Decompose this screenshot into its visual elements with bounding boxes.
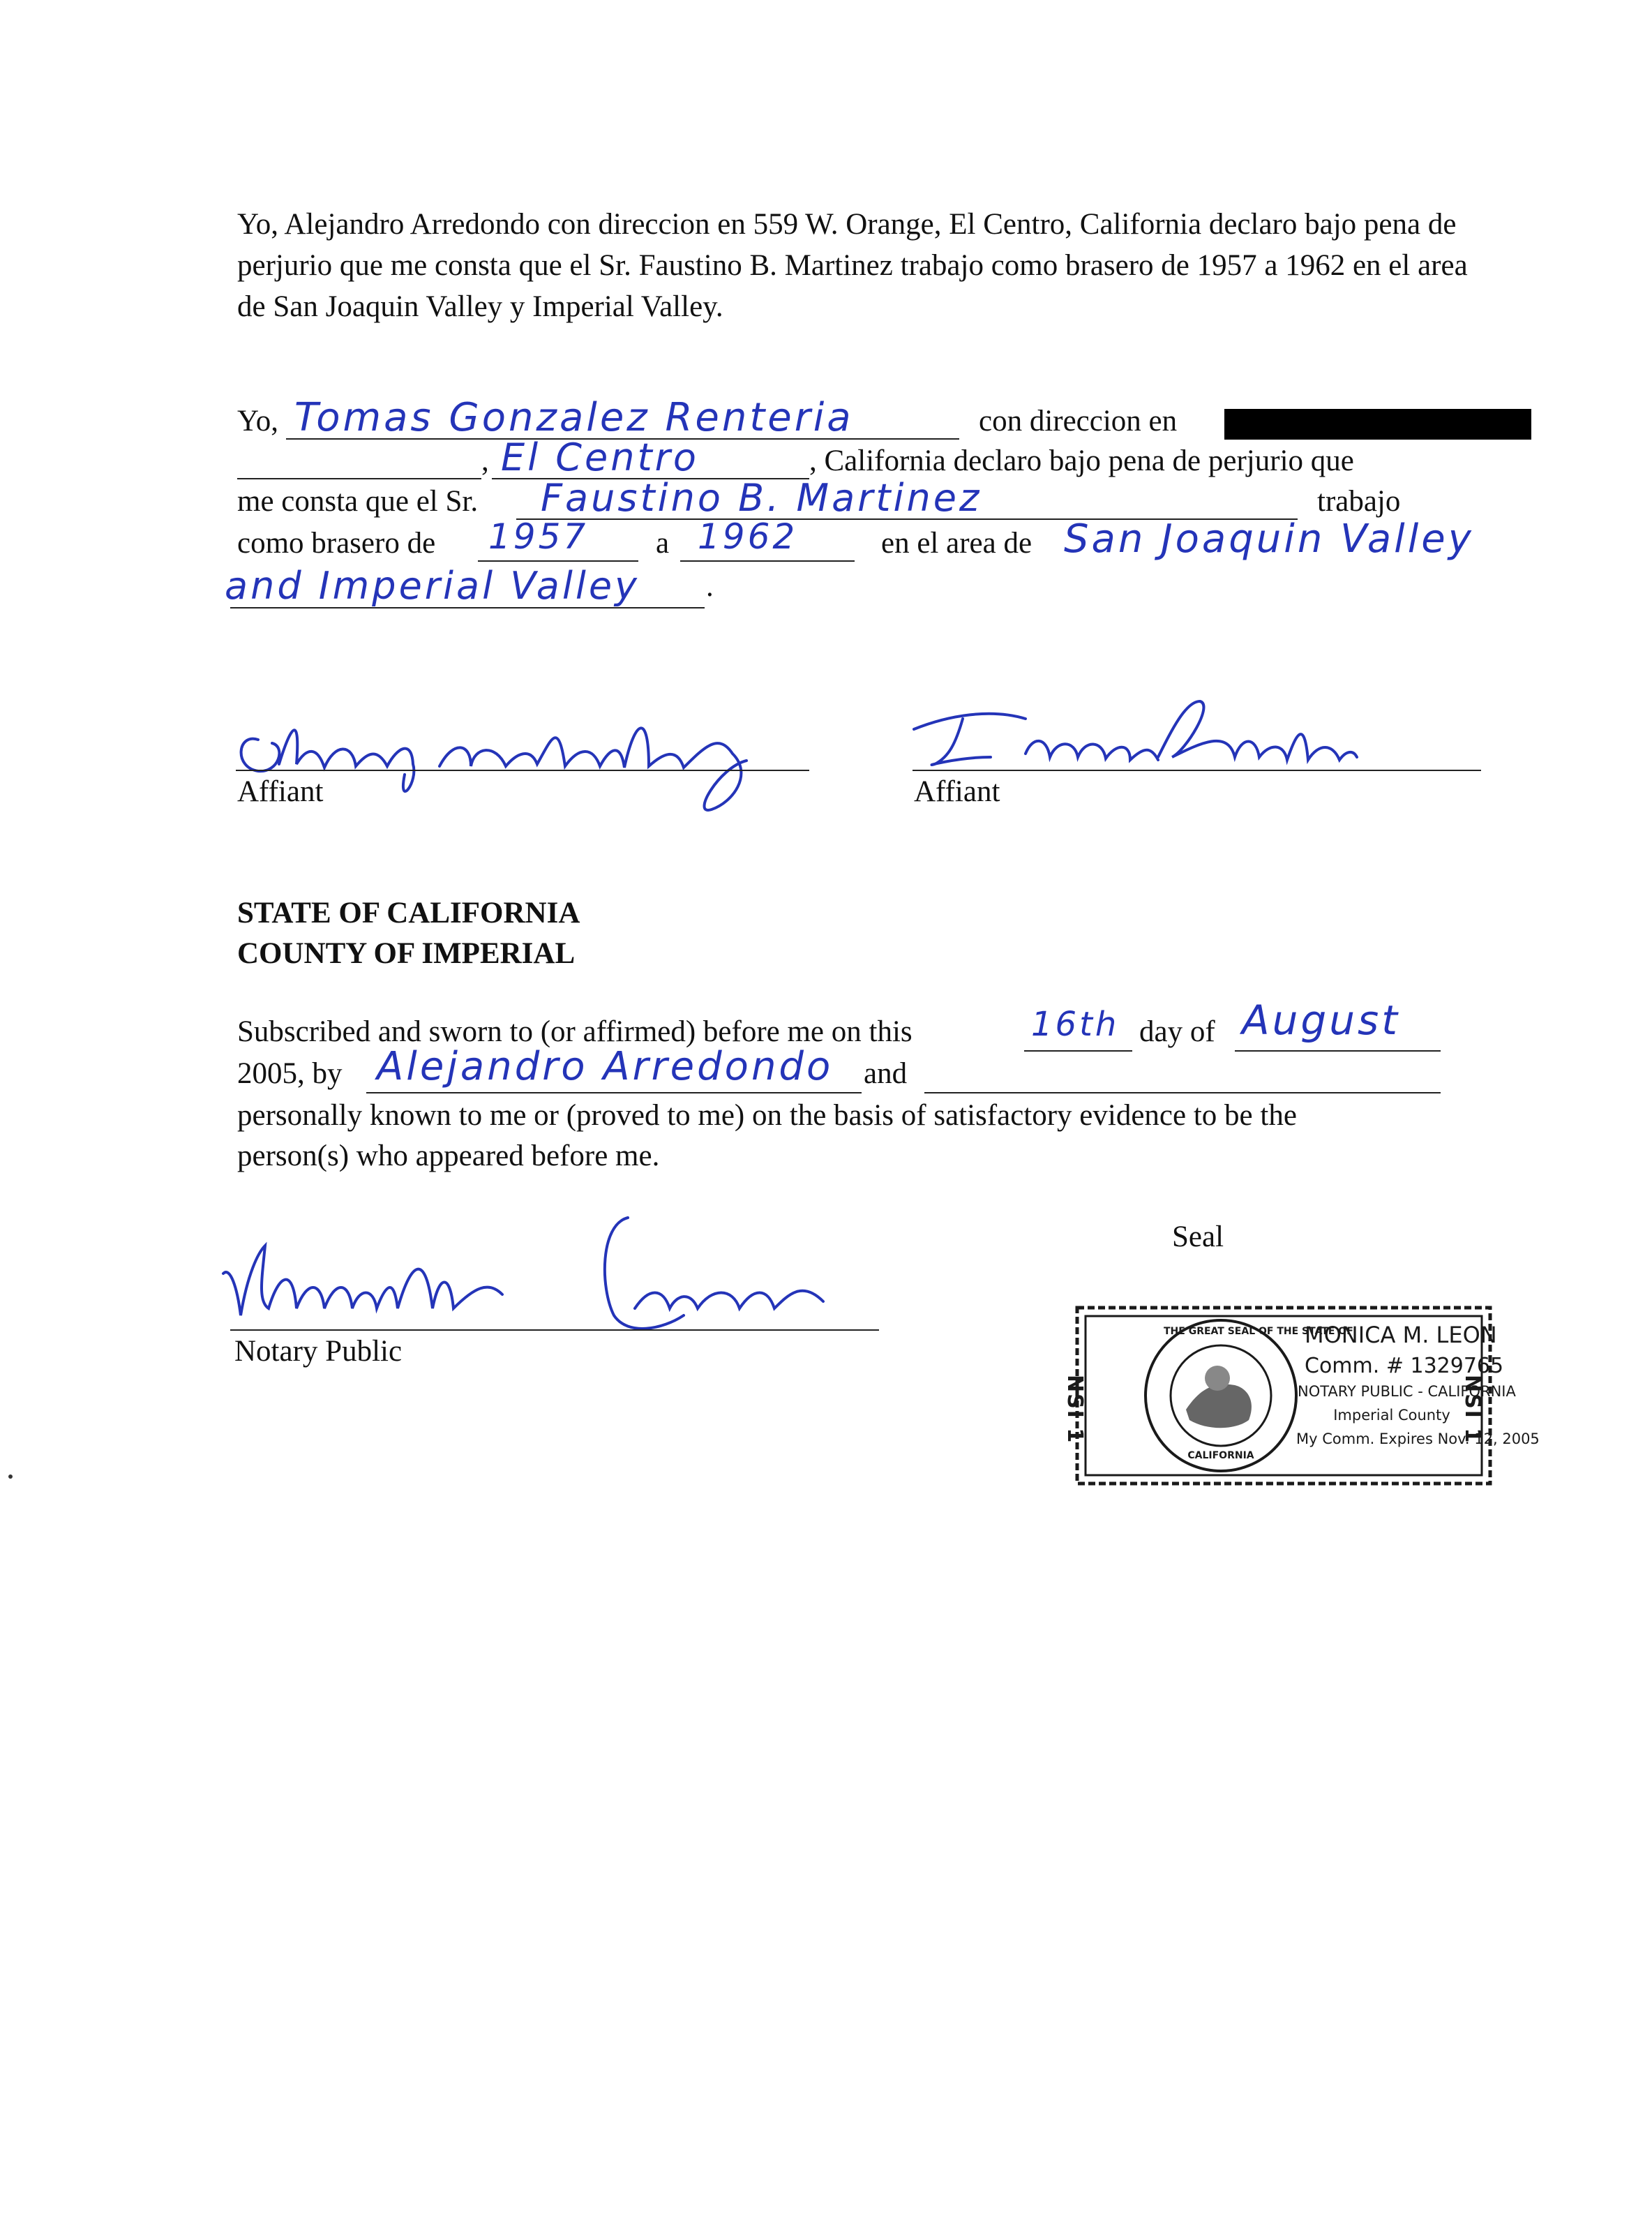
comma-label: , [481,445,489,477]
stamp-expires: My Comm. Expires Nov. 12, 2005 [1296,1431,1540,1447]
month-line [1235,1050,1441,1052]
handwritten-month: August [1242,996,1400,1044]
scan-speck [8,1474,13,1479]
handwritten-area-2: and Imperial Valley [225,564,640,608]
year-by-label: 2005, by [237,1057,343,1090]
handwritten-affiant-name: Tomas Gonzalez Renteria [294,395,854,440]
handwritten-day: 16th [1031,1005,1120,1044]
affiant2-label: Affiant [914,775,1000,808]
affiant1-label: Affiant [237,775,324,808]
handwritten-from-year: 1957 [488,516,589,557]
stamp-title: NOTARY PUBLIC - CALIFORNIA [1298,1383,1516,1400]
a-label: a [656,527,670,560]
seal-ring-top: THE GREAT SEAL OF THE STATE OF [1164,1326,1353,1337]
affiant2-signature-line [913,770,1481,771]
notary-public-label: Notary Public [234,1335,403,1368]
second-person-line [924,1092,1441,1093]
affiant1-signature-line [236,770,809,771]
personally-known-text: personally known to me or (proved to me) on the basis of satisfactory evidence to be the [237,1099,1297,1132]
subscribed-text: Subscribed and sworn to (or affirmed) before me on this [237,1015,913,1048]
me-consta-label: me consta que el Sr. [237,485,479,518]
persons-appeared-text: person(s) who appeared before me. [237,1140,660,1172]
california-declaro-label: , California declaro bajo pena de perjurio que [809,445,1354,477]
and-label: and [864,1057,908,1090]
redacted-address-block [1224,409,1531,440]
notary-signature [209,1204,837,1343]
como-brasero-label: como brasero de [237,527,436,560]
seal-label: Seal [1172,1220,1224,1253]
day-of-label: day of [1139,1015,1215,1048]
handwritten-sr-name: Faustino B. Martinez [541,476,982,520]
day-line [1024,1050,1132,1052]
handwritten-city: El Centro [501,435,699,479]
trabajo-label: trabajo [1317,485,1401,518]
address-line [237,478,481,479]
en-el-area-label: en el area de [881,527,1032,560]
area-line-2 [230,607,705,608]
state-heading: STATE OF CALIFORNIA [237,897,580,929]
handwritten-area-1: San Joaquin Valley [1064,516,1474,562]
from-year-line [478,560,638,562]
handwritten-to-year: 1962 [698,516,798,557]
county-heading: COUNTY OF IMPERIAL [237,937,576,970]
person-line [366,1092,862,1093]
stamp-side-right: NSI 1 [1460,1375,1485,1444]
form-yo-label: Yo, [237,405,278,438]
period-label: . [706,570,714,603]
stamp-county: Imperial County [1333,1407,1450,1424]
paragraph-alejandro-declaration: Yo, Alejandro Arredondo con direccion en 559 W. Orange, El Centro, California declaro bajo pena de perjurio que me consta que el Sr. Faustino B. Martinez trabajo como brasero de 1957 a 1962 en el area de San Joaquin Valley y Imperial Valley. [237,208,1468,323]
stamp-commission: Comm. # 1329765 [1305,1354,1504,1378]
stamp-notary-name: MONICA M. LEON [1305,1322,1497,1348]
notary-stamp [1062,1305,1540,1486]
con-direccion-label: con direccion en [979,405,1178,438]
to-year-line [680,560,855,562]
notary-signature-line [230,1329,879,1331]
handwritten-person: Alejandro Arredondo [377,1044,834,1089]
seal-ring-bottom: CALIFORNIA [1187,1450,1254,1461]
stamp-side-left: NSI 1 [1062,1375,1087,1444]
